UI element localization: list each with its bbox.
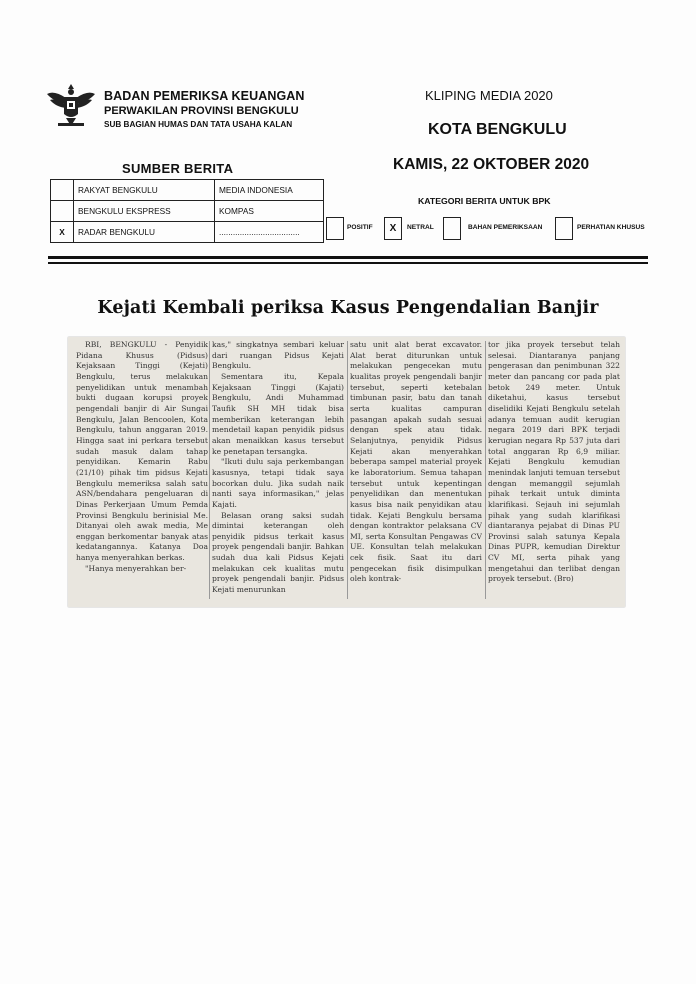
article-column-2 [212, 340, 344, 602]
column-divider [209, 341, 210, 599]
source-title: SUMBER BERITA [122, 161, 234, 176]
category-label: POSITIF [347, 224, 373, 231]
category-checkbox-positif [326, 217, 344, 240]
source-check [51, 180, 74, 201]
table-row [51, 222, 324, 243]
category-title: KATEGORI BERITA UNTUK BPK [418, 196, 551, 206]
category-label: NETRAL [407, 224, 434, 231]
org-name: BADAN PEMERIKSA KEUANGAN [104, 89, 305, 103]
article-column-4 [488, 340, 620, 602]
article-paragraph: "Hanya menyerahkan ber- [85, 563, 187, 573]
header-divider [48, 256, 648, 259]
newspaper-clipping [68, 337, 625, 607]
article-headline: Kejati Kembali periksa Kasus Pengendalian Banjir [97, 298, 599, 318]
source-name: RADAR BENGKULU [74, 222, 215, 243]
category-label: PERHATIAN KHUSUS [577, 224, 645, 231]
column-divider [485, 341, 486, 599]
org-region: PERWAKILAN PROVINSI BENGKULU [104, 105, 299, 117]
org-subdivision: SUB BAGIAN HUMAS DAN TATA USAHA KALAN [104, 120, 293, 129]
category-checkbox-bahan [443, 217, 461, 240]
date-title: KAMIS, 22 OKTOBER 2020 [393, 156, 590, 173]
header-divider [48, 262, 648, 264]
article-paragraph: tor jika proyek tersebut telah selesai. Diantaranya panjang pengerasan dan penimbunan 322 meter dan pancang cor pada plat betok 249 meter. Untuk diketahui, kasus tersebut diselidiki Kejati Bengkulu setelah adanya temuan audit kerugian negara 2019 dari BPK terjadi kerugian negara Rp 537 juta dari total anggaran Rp 6,9 miliar. Kejati Bengkulu kemudian menindak lanjuti temuan tersebut dengan memanggil sejumlah pihak terkait untuk diminta klarifikasi. Sejauh ini sejumlah pihak yang sudah klarifikasi diantaranya pejabat di Dinas PU Provinsi salah satunya Kepala Dinas PUPR, kemudian Direktur CV MI, serta pihak yang mengetahui dan terlibat dengan proyek tersebut. (Bro) [488, 340, 620, 584]
source-name: MEDIA INDONESIA [215, 180, 324, 201]
source-name: ................................... [215, 222, 324, 243]
source-check [51, 201, 74, 222]
article-paragraph: Belasan orang saksi sudah dimintai keterangan oleh penyidik pidsus terkait kasus proyek pengendali banjir. Bahkan sudah dua kali Pidsus Kejati melakukan cek kualitas mutu proyek pengendali banjir. Pidsus Kejati menurunkan [212, 510, 344, 595]
source-check: X [51, 222, 74, 243]
article-column-3 [350, 340, 482, 602]
source-name: RAKYAT BENGKULU [74, 180, 215, 201]
table-row [51, 201, 324, 222]
table-row [51, 180, 324, 201]
column-divider [347, 341, 348, 599]
city-title: KOTA BENGKULU [428, 121, 567, 138]
source-name: KOMPAS [215, 201, 324, 222]
article-paragraph: RBI, BENGKULU - Penyidik Pidana Khusus (Pidsus) Kejaksaan Tinggi (Kejati) Bengkulu, terus melakukan penyelidikan untuk menambah bukti dugaan korupsi proyek pengendali banjir di Air Sungai Bengkulu, Jalan Bencoolen, Kota Bengkulu, tahun anggaran 2019. Hingga saat ini perkara tersebut sudah masuk dalam tahap penyidikan. Kemarin Rabu (21/10) pihak tim pidsus Kejati Bengkulu memeriksa salah satu ASN/bendahara pengeluaran di Dinas Perkerjaan Umum Pemda Provinsi Bengkulu berinisial Me. Ditanyai oleh awak media, Me enggan berkomentar banyak atas kedatangannya. Katanya Doa hanya menyerahkan berkas. [76, 340, 208, 563]
category-checkbox-netral: X [384, 217, 402, 240]
garuda-emblem-icon [44, 80, 98, 130]
source-table [50, 179, 324, 243]
article-paragraph: "Ikuti dulu saja perkembangan kasusnya, tetapi tidak saya bocorkan dulu. Jika sudah naik nanti saya informasikan," jelas Kajati. [212, 457, 344, 509]
article-paragraph: satu unit alat berat excavator. Alat berat diturunkan untuk melakukan pengecekan mutu kualitas proyek pengendali banjir tersebut, seperti ketebalan timbunan pasir, batu dan tanah serta kualitas campuran pasangan apakah sudah sesuai dengan spek atau tidak. Selanjutnya, penyidik Pidsus Kejati akan menyerahkan beberapa sampel material proyek ke laboratorium. Semua tahapan tersebut untuk kepentingan penyelidikan dan menentukan kasus bisa naik penyidikan atau tidak. Kejati Bengkulu bersama dengan kontraktor pelaksana CV MI, serta Konsultan Pengawas CV UE. Konsultan telah melakukan cek fisik. Saat itu dari pengecekan fisik disimpulkan oleh kontrak- [350, 340, 482, 584]
article-paragraph: kas," singkatnya sembari keluar dari ruangan Pidsus Kejati Bengkulu. [212, 340, 344, 371]
article-paragraph: Sementara itu, Kepala Kejaksaan Tinggi (Kajati) Bengkulu, Andi Muhammad Taufik SH MH tidak bisa memberikan keterangan lebih mendetail kapan penyidik pidsus akan menaikkan kasus tersebut ke penetapan tersangka. [212, 371, 344, 456]
category-label: BAHAN PEMERIKSAAN [468, 224, 543, 231]
kliping-title: KLIPING MEDIA 2020 [425, 88, 553, 103]
source-name: BENGKULU EKSPRESS [74, 201, 215, 222]
article-column-1 [76, 340, 208, 602]
category-checkbox-perhatian [555, 217, 573, 240]
